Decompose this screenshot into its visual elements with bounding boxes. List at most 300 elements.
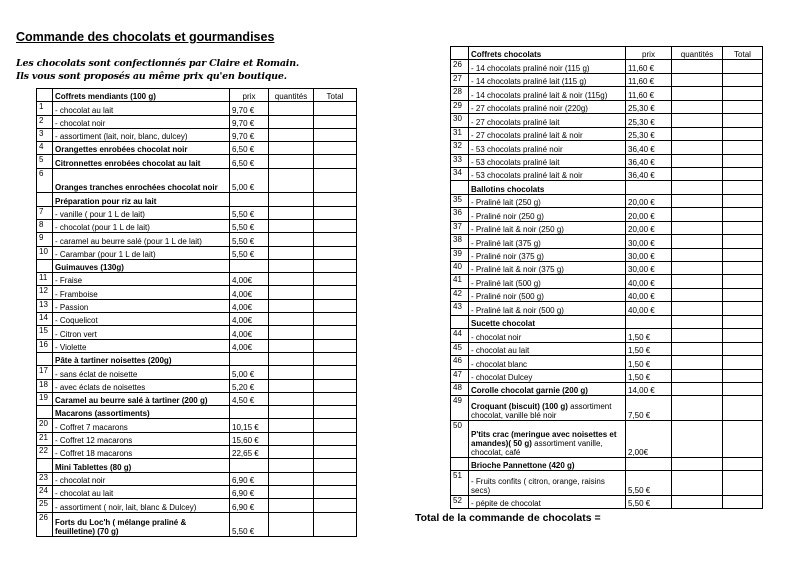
quantity-field[interactable]	[672, 141, 723, 154]
section-number-cell	[451, 315, 469, 328]
product-price: 11,60 €	[626, 60, 672, 73]
product-label	[53, 273, 230, 286]
total-field[interactable]	[314, 339, 357, 352]
product-price: 5,50 €	[626, 471, 672, 496]
product-name: - Praliné lait (500 g)	[471, 278, 541, 288]
quantity-field[interactable]	[269, 219, 314, 232]
product-price: 40,00 €	[626, 302, 672, 315]
product-price: 6,90 €	[230, 499, 269, 512]
product-row	[37, 115, 357, 128]
row-number: 35	[451, 194, 469, 207]
product-price: 30,00 €	[626, 248, 672, 261]
product-label	[53, 499, 230, 512]
total-field[interactable]	[723, 396, 763, 421]
product-price: 9,70 €	[230, 115, 269, 128]
total-field[interactable]	[723, 248, 763, 261]
product-name: - Violette	[55, 342, 87, 352]
subtitle-line-1: Les chocolats sont confectionnés par Claire et Romain.	[16, 58, 300, 69]
product-row	[37, 142, 357, 155]
product-label	[53, 206, 230, 219]
section-total-cell	[314, 352, 357, 365]
product-row	[451, 342, 763, 355]
total-field[interactable]	[723, 100, 763, 113]
product-label	[53, 326, 230, 339]
quantity-field[interactable]	[269, 419, 314, 432]
quantity-field[interactable]	[672, 208, 723, 221]
product-price: 36,40 €	[626, 167, 672, 180]
quantity-field[interactable]	[672, 262, 723, 275]
product-price: 4,00€	[230, 313, 269, 326]
product-name: - assortiment (lait, noir, blanc, dulcey)	[55, 132, 188, 142]
row-number: 31	[451, 127, 469, 140]
total-field[interactable]	[723, 369, 763, 382]
product-row	[451, 235, 763, 248]
total-field[interactable]	[723, 167, 763, 180]
header-category: Coffrets chocolats	[469, 47, 626, 60]
product-name: - Praliné noir (500 g)	[471, 292, 544, 302]
quantity-field[interactable]	[269, 206, 314, 219]
total-field[interactable]	[314, 432, 357, 445]
product-price: 20,00 €	[626, 221, 672, 234]
quantity-field[interactable]	[672, 329, 723, 342]
section-total-cell	[314, 259, 357, 272]
product-label	[469, 208, 626, 221]
product-label	[469, 141, 626, 154]
section-price-cell	[230, 352, 269, 365]
section-number-cell	[37, 259, 53, 272]
product-name: - Coffret 12 macarons	[55, 436, 133, 446]
product-row	[37, 419, 357, 432]
product-row	[451, 194, 763, 207]
quantity-field[interactable]	[269, 392, 314, 405]
total-field[interactable]	[723, 329, 763, 342]
quantity-field[interactable]	[672, 495, 723, 508]
product-name: Oranges tranches enrochées chocolat noir	[55, 183, 218, 193]
product-name: - assortiment ( noir, lait, blanc & Dulcey)	[55, 502, 197, 512]
quantity-field[interactable]	[269, 286, 314, 299]
product-row	[451, 288, 763, 301]
row-number: 43	[451, 302, 469, 315]
product-price: 2,00€	[626, 421, 672, 457]
product-label	[53, 485, 230, 498]
product-label	[469, 87, 626, 100]
product-name: - Citron vert	[55, 329, 97, 339]
product-name: - 53 chocolats praliné noir	[471, 144, 563, 154]
quantity-field[interactable]	[269, 472, 314, 485]
section-header-row	[37, 406, 357, 419]
product-name: - chocolat noir	[55, 475, 106, 485]
row-number: 21	[37, 432, 53, 445]
product-name: - 27 chocolats praliné noir (220g)	[471, 104, 588, 114]
quantity-field[interactable]	[269, 142, 314, 155]
product-label	[53, 512, 230, 537]
product-label	[469, 194, 626, 207]
product-row	[37, 432, 357, 445]
quantity-field[interactable]	[672, 382, 723, 395]
total-field[interactable]	[314, 206, 357, 219]
quantity-field[interactable]	[269, 339, 314, 352]
product-label	[469, 127, 626, 140]
product-row	[451, 208, 763, 221]
product-name: - 14 chocolats praliné lait (115 g)	[471, 77, 587, 87]
quantity-field[interactable]	[672, 421, 723, 457]
total-field[interactable]	[723, 127, 763, 140]
quantity-field[interactable]	[269, 246, 314, 259]
product-row	[451, 369, 763, 382]
product-row	[451, 471, 763, 496]
page-title: Commande des chocolats et gourmandises	[16, 30, 275, 44]
total-field[interactable]	[314, 102, 357, 115]
quantity-field[interactable]	[269, 102, 314, 115]
total-field[interactable]	[314, 168, 357, 193]
total-field[interactable]	[314, 366, 357, 379]
header-total: Total	[723, 47, 763, 60]
total-field[interactable]	[314, 419, 357, 432]
product-row	[37, 233, 357, 246]
total-field[interactable]	[723, 194, 763, 207]
quantity-field[interactable]	[269, 168, 314, 193]
quantity-field[interactable]	[269, 326, 314, 339]
product-row	[37, 168, 357, 193]
product-name: - Praliné noir (375 g)	[471, 252, 544, 261]
total-field[interactable]	[314, 512, 357, 537]
product-price: 25,30 €	[626, 114, 672, 127]
product-label	[469, 167, 626, 180]
product-price: 7,50 €	[626, 396, 672, 421]
row-number: 27	[451, 73, 469, 86]
total-field[interactable]	[314, 128, 357, 141]
total-field[interactable]	[723, 421, 763, 457]
total-field[interactable]	[314, 273, 357, 286]
quantity-field[interactable]	[672, 396, 723, 421]
product-name: - sans éclat de noisette	[55, 369, 138, 379]
quantity-field[interactable]	[672, 275, 723, 288]
total-field[interactable]	[723, 471, 763, 496]
product-price: 1,50 €	[626, 356, 672, 369]
quantity-field[interactable]	[269, 446, 314, 459]
total-field[interactable]	[723, 208, 763, 221]
quantity-field[interactable]	[672, 471, 723, 496]
product-price: 4,00€	[230, 299, 269, 312]
product-row	[451, 100, 763, 113]
section-price-cell	[230, 259, 269, 272]
total-field[interactable]	[723, 73, 763, 86]
section-header-row	[451, 181, 763, 194]
product-name: - pépite de chocolat	[471, 499, 541, 509]
quantity-field[interactable]	[269, 313, 314, 326]
total-field[interactable]	[723, 60, 763, 73]
row-number: 50	[451, 421, 469, 457]
product-row	[451, 60, 763, 73]
product-label	[469, 329, 626, 342]
product-label	[53, 155, 230, 168]
header-number-cell	[451, 47, 469, 60]
row-number: 52	[451, 495, 469, 508]
section-quantity-cell	[269, 352, 314, 365]
product-price: 4,00€	[230, 273, 269, 286]
product-row	[37, 379, 357, 392]
row-number: 26	[451, 60, 469, 73]
total-field[interactable]	[314, 246, 357, 259]
row-number: 23	[37, 472, 53, 485]
section-number-cell	[37, 406, 53, 419]
product-row	[37, 219, 357, 232]
total-field[interactable]	[723, 288, 763, 301]
total-field[interactable]	[314, 446, 357, 459]
product-label	[53, 286, 230, 299]
product-price: 11,60 €	[626, 73, 672, 86]
quantity-field[interactable]	[672, 369, 723, 382]
product-row	[37, 128, 357, 141]
product-name: - chocolat Dulcey	[471, 372, 533, 382]
product-price: 5,20 €	[230, 379, 269, 392]
table-header-row	[37, 89, 357, 102]
row-number: 14	[37, 313, 53, 326]
row-number: 42	[451, 288, 469, 301]
quantity-field[interactable]	[269, 115, 314, 128]
product-row	[451, 167, 763, 180]
product-name: - Fruits confits ( citron, orange, raisins secs)	[471, 476, 605, 495]
section-header-row	[451, 315, 763, 328]
total-field[interactable]	[314, 472, 357, 485]
product-price: 30,00 €	[626, 235, 672, 248]
quantity-field[interactable]	[672, 60, 723, 73]
product-price: 5,50 €	[626, 495, 672, 508]
section-header-row	[37, 352, 357, 365]
quantity-field[interactable]	[672, 127, 723, 140]
section-total-cell	[314, 406, 357, 419]
product-label	[53, 419, 230, 432]
product-price: 4,00€	[230, 326, 269, 339]
quantity-field[interactable]	[269, 233, 314, 246]
product-price: 11,60 €	[626, 87, 672, 100]
product-description: assortiment chocolat, vanille blé noir	[471, 402, 612, 421]
product-label	[469, 288, 626, 301]
product-row	[451, 127, 763, 140]
row-number: 22	[37, 446, 53, 459]
product-name: Orangettes enrobées chocolat noir	[55, 145, 188, 155]
quantity-field[interactable]	[672, 100, 723, 113]
section-header-row	[37, 459, 357, 472]
product-label	[469, 154, 626, 167]
quantity-field[interactable]	[269, 299, 314, 312]
product-price: 20,00 €	[626, 208, 672, 221]
total-field[interactable]	[314, 485, 357, 498]
product-label	[469, 495, 626, 508]
quantity-field[interactable]	[269, 155, 314, 168]
row-number: 45	[451, 342, 469, 355]
total-field[interactable]	[723, 87, 763, 100]
product-row	[37, 472, 357, 485]
product-price: 5,00 €	[230, 168, 269, 193]
section-total-cell	[314, 459, 357, 472]
product-row	[451, 302, 763, 315]
product-name: Corolle chocolat garnie (200 g)	[471, 386, 588, 396]
section-header-row	[37, 193, 357, 206]
total-field[interactable]	[314, 115, 357, 128]
product-name: - chocolat au lait	[55, 105, 114, 115]
product-row	[37, 102, 357, 115]
section-title: Sucette chocolat	[469, 315, 626, 328]
total-field[interactable]	[314, 392, 357, 405]
quantity-field[interactable]	[269, 432, 314, 445]
row-number: 19	[37, 392, 53, 405]
row-number: 6	[37, 168, 53, 193]
total-field[interactable]	[314, 326, 357, 339]
row-number: 37	[451, 221, 469, 234]
quantity-field[interactable]	[269, 499, 314, 512]
total-field[interactable]	[723, 302, 763, 315]
header-total: Total	[314, 89, 357, 102]
section-total-cell	[314, 193, 357, 206]
quantity-field[interactable]	[672, 248, 723, 261]
row-number: 7	[37, 206, 53, 219]
product-name: - Carambar (pour 1 L de lait)	[55, 249, 156, 259]
product-label	[53, 299, 230, 312]
product-label	[53, 432, 230, 445]
quantity-field[interactable]	[269, 485, 314, 498]
section-title: Brioche Pannettone (420 g)	[469, 457, 626, 470]
product-row	[37, 339, 357, 352]
quantity-field[interactable]	[269, 379, 314, 392]
total-field[interactable]	[314, 499, 357, 512]
total-field[interactable]	[723, 495, 763, 508]
product-price: 36,40 €	[626, 154, 672, 167]
total-field[interactable]	[314, 286, 357, 299]
section-total-cell	[723, 457, 763, 470]
product-name: - 14 chocolats praliné noir (115 g)	[471, 63, 590, 73]
product-label	[53, 366, 230, 379]
section-price-cell	[230, 459, 269, 472]
total-field[interactable]	[723, 221, 763, 234]
quantity-field[interactable]	[269, 366, 314, 379]
row-number: 2	[37, 115, 53, 128]
header-price: prix	[626, 47, 672, 60]
product-row	[451, 73, 763, 86]
quantity-field[interactable]	[672, 154, 723, 167]
quantity-field[interactable]	[672, 356, 723, 369]
total-field[interactable]	[723, 235, 763, 248]
row-number: 25	[37, 499, 53, 512]
quantity-field[interactable]	[672, 302, 723, 315]
quantity-field[interactable]	[269, 512, 314, 537]
quantity-field[interactable]	[269, 128, 314, 141]
product-price: 15,60 €	[230, 432, 269, 445]
section-price-cell	[230, 406, 269, 419]
total-field[interactable]	[723, 262, 763, 275]
total-field[interactable]	[723, 342, 763, 355]
row-number: 28	[451, 87, 469, 100]
product-label	[53, 379, 230, 392]
product-name: - caramel au beurre salé (pour 1 L de lait)	[55, 236, 202, 246]
quantity-field[interactable]	[269, 273, 314, 286]
product-label	[53, 339, 230, 352]
quantity-field[interactable]	[672, 87, 723, 100]
total-field[interactable]	[723, 382, 763, 395]
total-field[interactable]	[314, 219, 357, 232]
row-number: 5	[37, 155, 53, 168]
section-quantity-cell	[269, 459, 314, 472]
quantity-field[interactable]	[672, 221, 723, 234]
total-field[interactable]	[314, 313, 357, 326]
product-price: 5,50 €	[230, 233, 269, 246]
total-field[interactable]	[314, 142, 357, 155]
product-row	[37, 286, 357, 299]
row-number: 1	[37, 102, 53, 115]
product-name: - 53 chocolats praliné lait & noir	[471, 171, 583, 181]
product-name: - vanille ( pour 1 L de lait)	[55, 209, 145, 219]
row-number: 17	[37, 366, 53, 379]
quantity-field[interactable]	[672, 235, 723, 248]
product-row	[37, 326, 357, 339]
order-total-label: Total de la commande de chocolats =	[415, 512, 601, 524]
product-row	[451, 329, 763, 342]
quantity-field[interactable]	[672, 73, 723, 86]
product-row	[37, 273, 357, 286]
total-field[interactable]	[723, 275, 763, 288]
total-field[interactable]	[314, 155, 357, 168]
section-number-cell	[37, 352, 53, 365]
row-number: 8	[37, 219, 53, 232]
quantity-field[interactable]	[672, 288, 723, 301]
product-price: 1,50 €	[626, 329, 672, 342]
row-number: 32	[451, 141, 469, 154]
product-row	[37, 499, 357, 512]
product-label	[469, 382, 626, 395]
product-row	[451, 382, 763, 395]
total-field[interactable]	[314, 379, 357, 392]
total-field[interactable]	[723, 141, 763, 154]
total-field[interactable]	[723, 154, 763, 167]
total-field[interactable]	[314, 233, 357, 246]
product-row	[451, 421, 763, 457]
product-price: 22,65 €	[230, 446, 269, 459]
product-row	[451, 87, 763, 100]
total-field[interactable]	[723, 356, 763, 369]
row-number: 30	[451, 114, 469, 127]
product-name: - Praliné lait & noir (375 g)	[471, 265, 564, 275]
section-title: Mini Tablettes (80 g)	[53, 459, 230, 472]
product-label	[469, 396, 626, 421]
quantity-field[interactable]	[672, 114, 723, 127]
section-total-cell	[723, 181, 763, 194]
section-total-cell	[723, 315, 763, 328]
total-field[interactable]	[723, 114, 763, 127]
row-number: 29	[451, 100, 469, 113]
quantity-field[interactable]	[672, 342, 723, 355]
row-number: 41	[451, 275, 469, 288]
product-row	[37, 512, 357, 537]
section-title: Préparation pour riz au lait	[53, 193, 230, 206]
product-price: 5,50 €	[230, 206, 269, 219]
product-label	[53, 219, 230, 232]
quantity-field[interactable]	[672, 167, 723, 180]
product-name: - Praliné lait (250 g)	[471, 198, 541, 208]
total-field[interactable]	[314, 299, 357, 312]
table-header-row	[451, 47, 763, 60]
row-number: 18	[37, 379, 53, 392]
quantity-field[interactable]	[672, 194, 723, 207]
product-row	[451, 396, 763, 421]
product-label	[469, 248, 626, 261]
product-label	[53, 102, 230, 115]
product-label	[469, 369, 626, 382]
product-name: - chocolat au lait	[55, 489, 114, 499]
product-row	[37, 155, 357, 168]
product-label	[469, 356, 626, 369]
product-name: - 27 chocolats praliné lait & noir	[471, 131, 583, 141]
row-number: 51	[451, 471, 469, 496]
